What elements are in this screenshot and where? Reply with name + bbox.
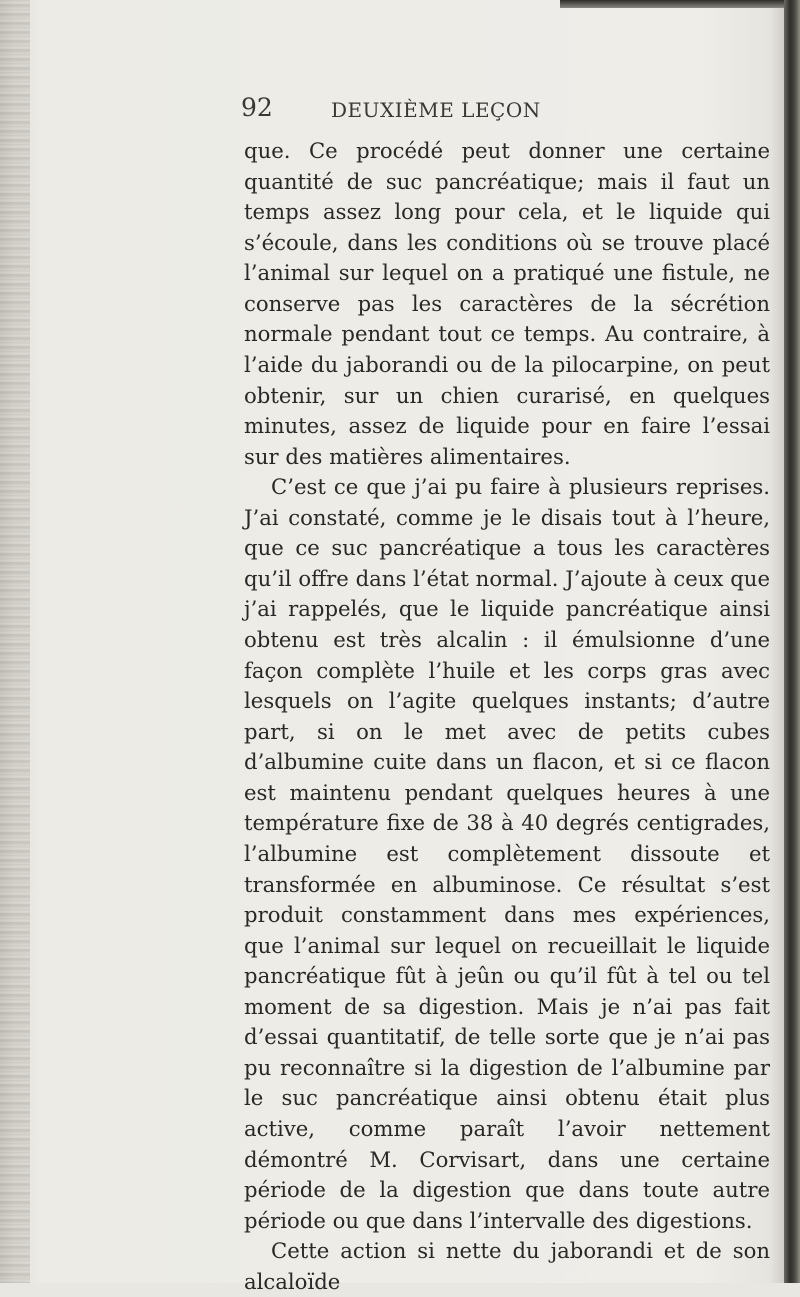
paragraph: C’est ce que j’ai pu faire à plusieurs reprises. J’ai constaté, comme je le disais tout à l’heure, que ce suc pancréatique a tous les caractères qu’il offre dans l’état normal. J’ajoute à ceux que j’ai rappelés, que le liquide pancréatique ainsi obtenu est très alcalin : il émulsionne d’une façon complète l’huile et les corps gras avec lesquels on l’agite quelques instants; d’autre part, si on le met avec de petits cubes d’albumine cuite dans un flacon, et si ce flacon est maintenu pendant quelques heures à une température fixe de 38 à 40 degrés centigrades, l’albumine est complètement dissoute et transformée en albuminose. Ce résultat s’est produit constamment dans mes expériences, que l’animal sur lequel on recueillait le liquide pancréatique fût à jeûn ou qu’il fût à tel ou tel moment de sa digestion. Mais je n’ai pas fait d’essai quantitatif, de telle sorte que je n’ai pas pu reconnaître si la digestion de l’albumine par le suc pancréatique ainsi obtenu était plus active, comme paraît l’avoir nettement démontré M. Corvisart, dans une certaine période de la digestion que dans toute autre période ou que dans l’intervalle des digestions. — [244, 474, 770, 1233]
paragraph-continued: que. Ce procédé peut donner une certaine quantité de suc pancréatique; mais il faut un temps assez long pour cela, et le liquide qui s’écoule, dans les conditions où se trouve placé l’animal sur lequel on a pratiqué une fistule, ne conserve pas les caractères de la sécrétion normale pendant tout ce temps. Au contraire, à l’aide du jaborandi ou de la pilocarpine, on peut obtenir, sur un chien curarisé, en quelques minutes, assez de liquide pour en faire l’essai sur des matières alimentaires. — [244, 138, 770, 469]
page-top-edge — [560, 0, 800, 8]
page-number: 92 — [241, 93, 273, 122]
page-gutter-shadow — [0, 0, 30, 1283]
page-right-edge — [784, 0, 800, 1283]
chapter-header-title: DEUXIÈME LEÇON — [331, 98, 541, 122]
paragraph-final: Cette action si nette du jaborandi et de son alcaloïde — [244, 1238, 770, 1294]
running-head — [0, 93, 800, 133]
body-text — [244, 136, 770, 1297]
